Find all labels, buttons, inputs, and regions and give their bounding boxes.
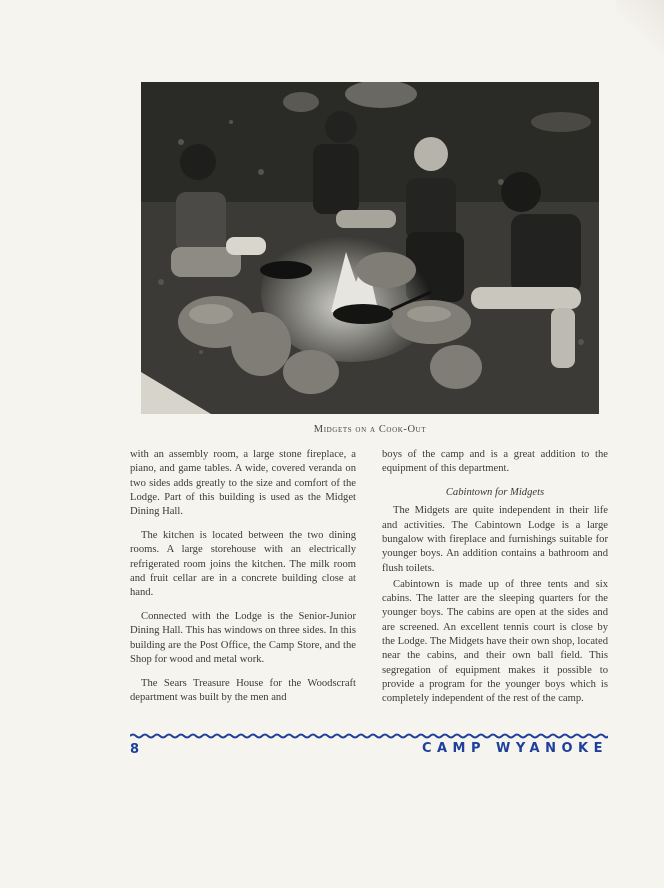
paragraph: with an assembly room, a large stone fireplace, a piano, and game tables. A wide, covered veranda on two sides adds greatly to the size and comfort of the Lodge. Part of this building is used as the Midget Dining Hall. [130, 449, 356, 518]
photo-caption: Midgets on a Cook-Out [313, 424, 427, 435]
page-corner-fold [616, 0, 664, 60]
paragraph: The Sears Treasure House for the Woodscraft department was built by the men and [130, 677, 356, 703]
footer-title: CAMP WYANOKE [421, 741, 608, 756]
page-number: 8 [130, 742, 140, 757]
paragraph: The Midgets are quite independent in their life and activities. The Cabintown Lodge is a large bungalow with fireplace and furnishings suitable for younger boys. An addition contains a bathroom and flush toilets. [382, 505, 608, 574]
section-heading: Cabintown for Midgets [445, 487, 545, 499]
paragraph: Connected with the Lodge is the Senior-Junior Dining Hall. This has windows on three sides. In this building are the Post Office, the Camp Store, and the Shop for wood and metal work. [130, 610, 356, 665]
cookout-photo [141, 82, 599, 414]
right-text-column [382, 448, 608, 716]
paragraph: The kitchen is located between the two dining rooms. A large storehouse with an electrically refrigerated room joins the kitchen. The milk room and fruit cellar are in a concrete building close at hand. [130, 529, 356, 599]
paragraph: boys of the camp and is a great addition to the equipment of this department. [382, 449, 608, 475]
paragraph: Cabintown is made up of three tents and six cabins. The latter are the sleeping quarters for the younger boys. The cabins are open at the sides and are screened. An excellent tennis court is close by the Lodge. The Midgets have their own shop, located near the cabins, and their own ball field. This segregation of equipment makes it possible to provide a program for the younger boys which is completely independent of the rest of the camp. [382, 578, 608, 705]
left-text-column [130, 448, 356, 715]
wavy-divider [130, 733, 608, 739]
